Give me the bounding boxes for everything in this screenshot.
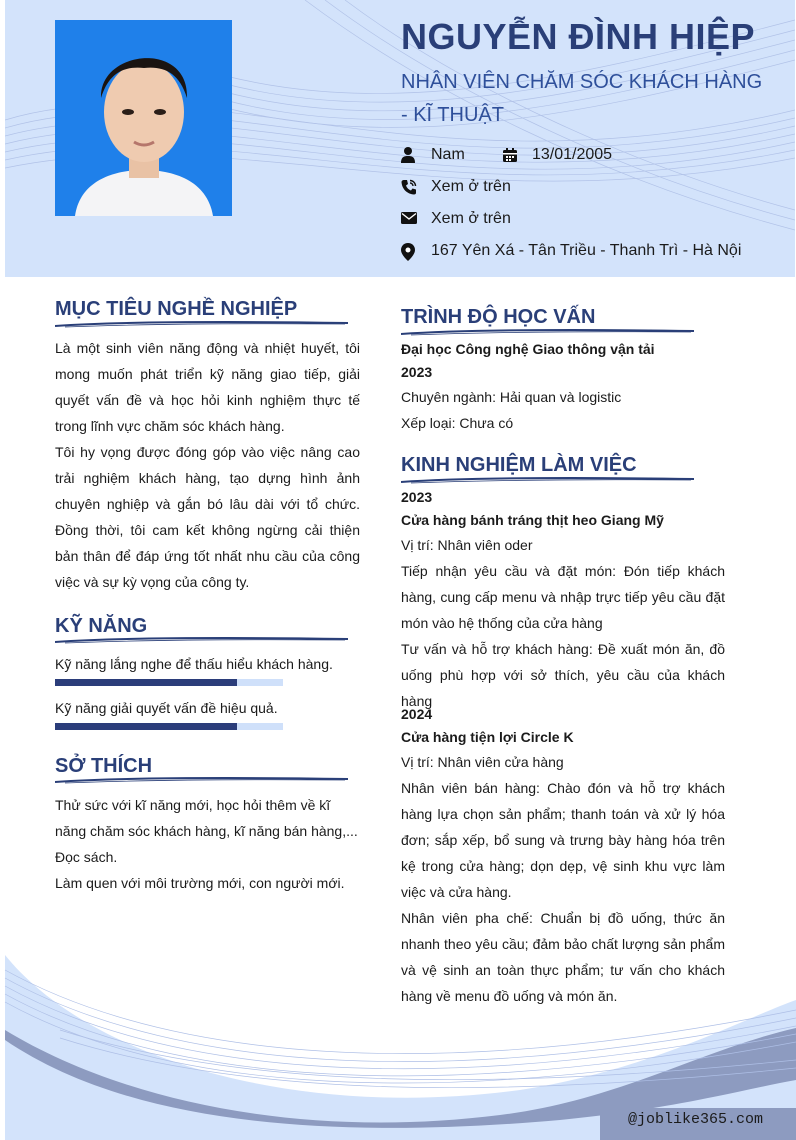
hobby-item: Làm quen với môi trường mới, con người mới. bbox=[55, 875, 345, 891]
job-year: 2023 bbox=[401, 489, 433, 505]
objective-paragraph: Là một sinh viên năng động và nhiệt huyết, tôi mong muốn phát triển kỹ năng giao tiếp, giải quyết vấn đề và học hỏi kinh nghiệm thực tế trong lĩnh vực chăm sóc khách hàng. bbox=[55, 340, 360, 434]
footer-wave-decoration bbox=[0, 940, 796, 1140]
job-detail: Nhân viên pha chế: Chuẩn bị đồ uống, thức ăn nhanh theo yêu cầu; đảm bảo chất lượng sản phẩm và vệ sinh an toàn thực phẩm; tư vấn cho khách hàng về menu đồ uống và món ăn. bbox=[401, 910, 725, 1004]
gender-row bbox=[401, 146, 465, 164]
hobby-item: Thử sức với kĩ năng mới, học hỏi thêm về kĩ năng chăm sóc khách hàng, kĩ năng bán hàng,... bbox=[55, 797, 358, 839]
skill-bar bbox=[55, 723, 283, 730]
phone-value: Xem ở trên bbox=[431, 178, 511, 195]
hobbies-underline bbox=[55, 774, 350, 786]
education-school: Đại học Công nghệ Giao thông vận tải bbox=[401, 341, 655, 357]
objective-text bbox=[55, 335, 360, 595]
address-row bbox=[401, 242, 741, 260]
skill-bar-fill bbox=[55, 723, 237, 730]
email-row bbox=[401, 210, 511, 228]
job-position: Vị trí: Nhân viên cửa hàng bbox=[401, 754, 564, 770]
profile-photo bbox=[55, 20, 232, 216]
skill-label: Kỹ năng lắng nghe để thấu hiểu khách hàng. bbox=[55, 656, 333, 672]
job-title: NHÂN VIÊN CHĂM SÓC KHÁCH HÀNG - KĨ THUẬT bbox=[401, 71, 763, 126]
education-major: Chuyên ngành: Hải quan và logistic bbox=[401, 389, 622, 405]
job-detail: Tiếp nhận yêu cầu và đặt món: Đón tiếp khách hàng, cung cấp menu và nhập trực tiếp yêu cầu đặt món vào hệ thống của cửa hàng bbox=[401, 563, 725, 631]
phone-icon bbox=[401, 179, 417, 195]
skills-title: KỸ NĂNG bbox=[55, 615, 148, 637]
job-company: Cửa hàng bánh tráng thịt heo Giang Mỹ bbox=[401, 512, 664, 528]
skill-label: Kỹ năng giải quyết vấn đề hiệu quả. bbox=[55, 700, 278, 716]
candidate-name: NGUYỄN ĐÌNH HIỆP bbox=[401, 16, 756, 57]
mail-icon bbox=[401, 211, 417, 227]
email-value: Xem ở trên bbox=[431, 210, 511, 227]
hobbies-list bbox=[55, 792, 360, 896]
experience-underline bbox=[401, 474, 696, 486]
birthdate-row bbox=[502, 146, 612, 164]
phone-row bbox=[401, 178, 511, 196]
hobbies-title: SỞ THÍCH bbox=[55, 755, 153, 777]
user-icon bbox=[401, 147, 417, 163]
education-title: TRÌNH ĐỘ HỌC VẤN bbox=[401, 306, 596, 328]
job-detail: Tư vấn và hỗ trợ khách hàng: Đề xuất món ăn, đồ uống phù hợp với sở thích, yêu cầu của khách hàng bbox=[401, 641, 725, 709]
address-value: 167 Yên Xá - Tân Triều - Thanh Trì - Hà Nội bbox=[431, 242, 742, 259]
watermark: @joblike365.com bbox=[628, 1111, 764, 1128]
experience-job bbox=[401, 486, 725, 714]
location-pin-icon bbox=[401, 243, 417, 259]
skill-bar-fill bbox=[55, 679, 237, 686]
job-year: 2024 bbox=[401, 706, 433, 722]
job-position: Vị trí: Nhân viên oder bbox=[401, 537, 533, 553]
birthdate-value: 13/01/2005 bbox=[532, 146, 613, 163]
skill-bar bbox=[55, 679, 283, 686]
objective-paragraph: Tôi hy vọng được đóng góp vào việc nâng cao trải nghiệm khách hàng, tạo dựng hình ảnh chuyên nghiệp và gắn bó lâu dài với tổ chức. Đồng thời, tôi cam kết không ngừng cải thiện bản thân để đáp ứng tốt nhất nhu cầu của công việc và sự kỳ vọng của công ty. bbox=[55, 444, 360, 590]
job-company: Cửa hàng tiện lợi Circle K bbox=[401, 729, 574, 745]
objective-title: MỤC TIÊU NGHỀ NGHIỆP bbox=[55, 298, 298, 320]
objective-underline bbox=[55, 318, 350, 330]
education-block bbox=[401, 338, 725, 436]
education-grade: Xếp loại: Chưa có bbox=[401, 415, 514, 431]
education-underline bbox=[401, 326, 696, 338]
calendar-icon bbox=[502, 147, 518, 163]
gender-value: Nam bbox=[431, 146, 465, 163]
experience-title: KINH NGHIỆM LÀM VIỆC bbox=[401, 454, 637, 476]
job-detail: Nhân viên bán hàng: Chào đón và hỗ trợ khách hàng lựa chọn sản phẩm; thanh toán và xử lý hóa đơn; sắp xếp, bổ sung và trưng bày hàng hóa trên kệ trong cửa hàng; dọn dẹp, vệ sinh khu vực làm việc và cửa hàng. bbox=[401, 780, 725, 900]
skills-underline bbox=[55, 634, 350, 646]
hobby-item: Đọc sách. bbox=[55, 849, 118, 865]
education-year: 2023 bbox=[401, 364, 433, 380]
